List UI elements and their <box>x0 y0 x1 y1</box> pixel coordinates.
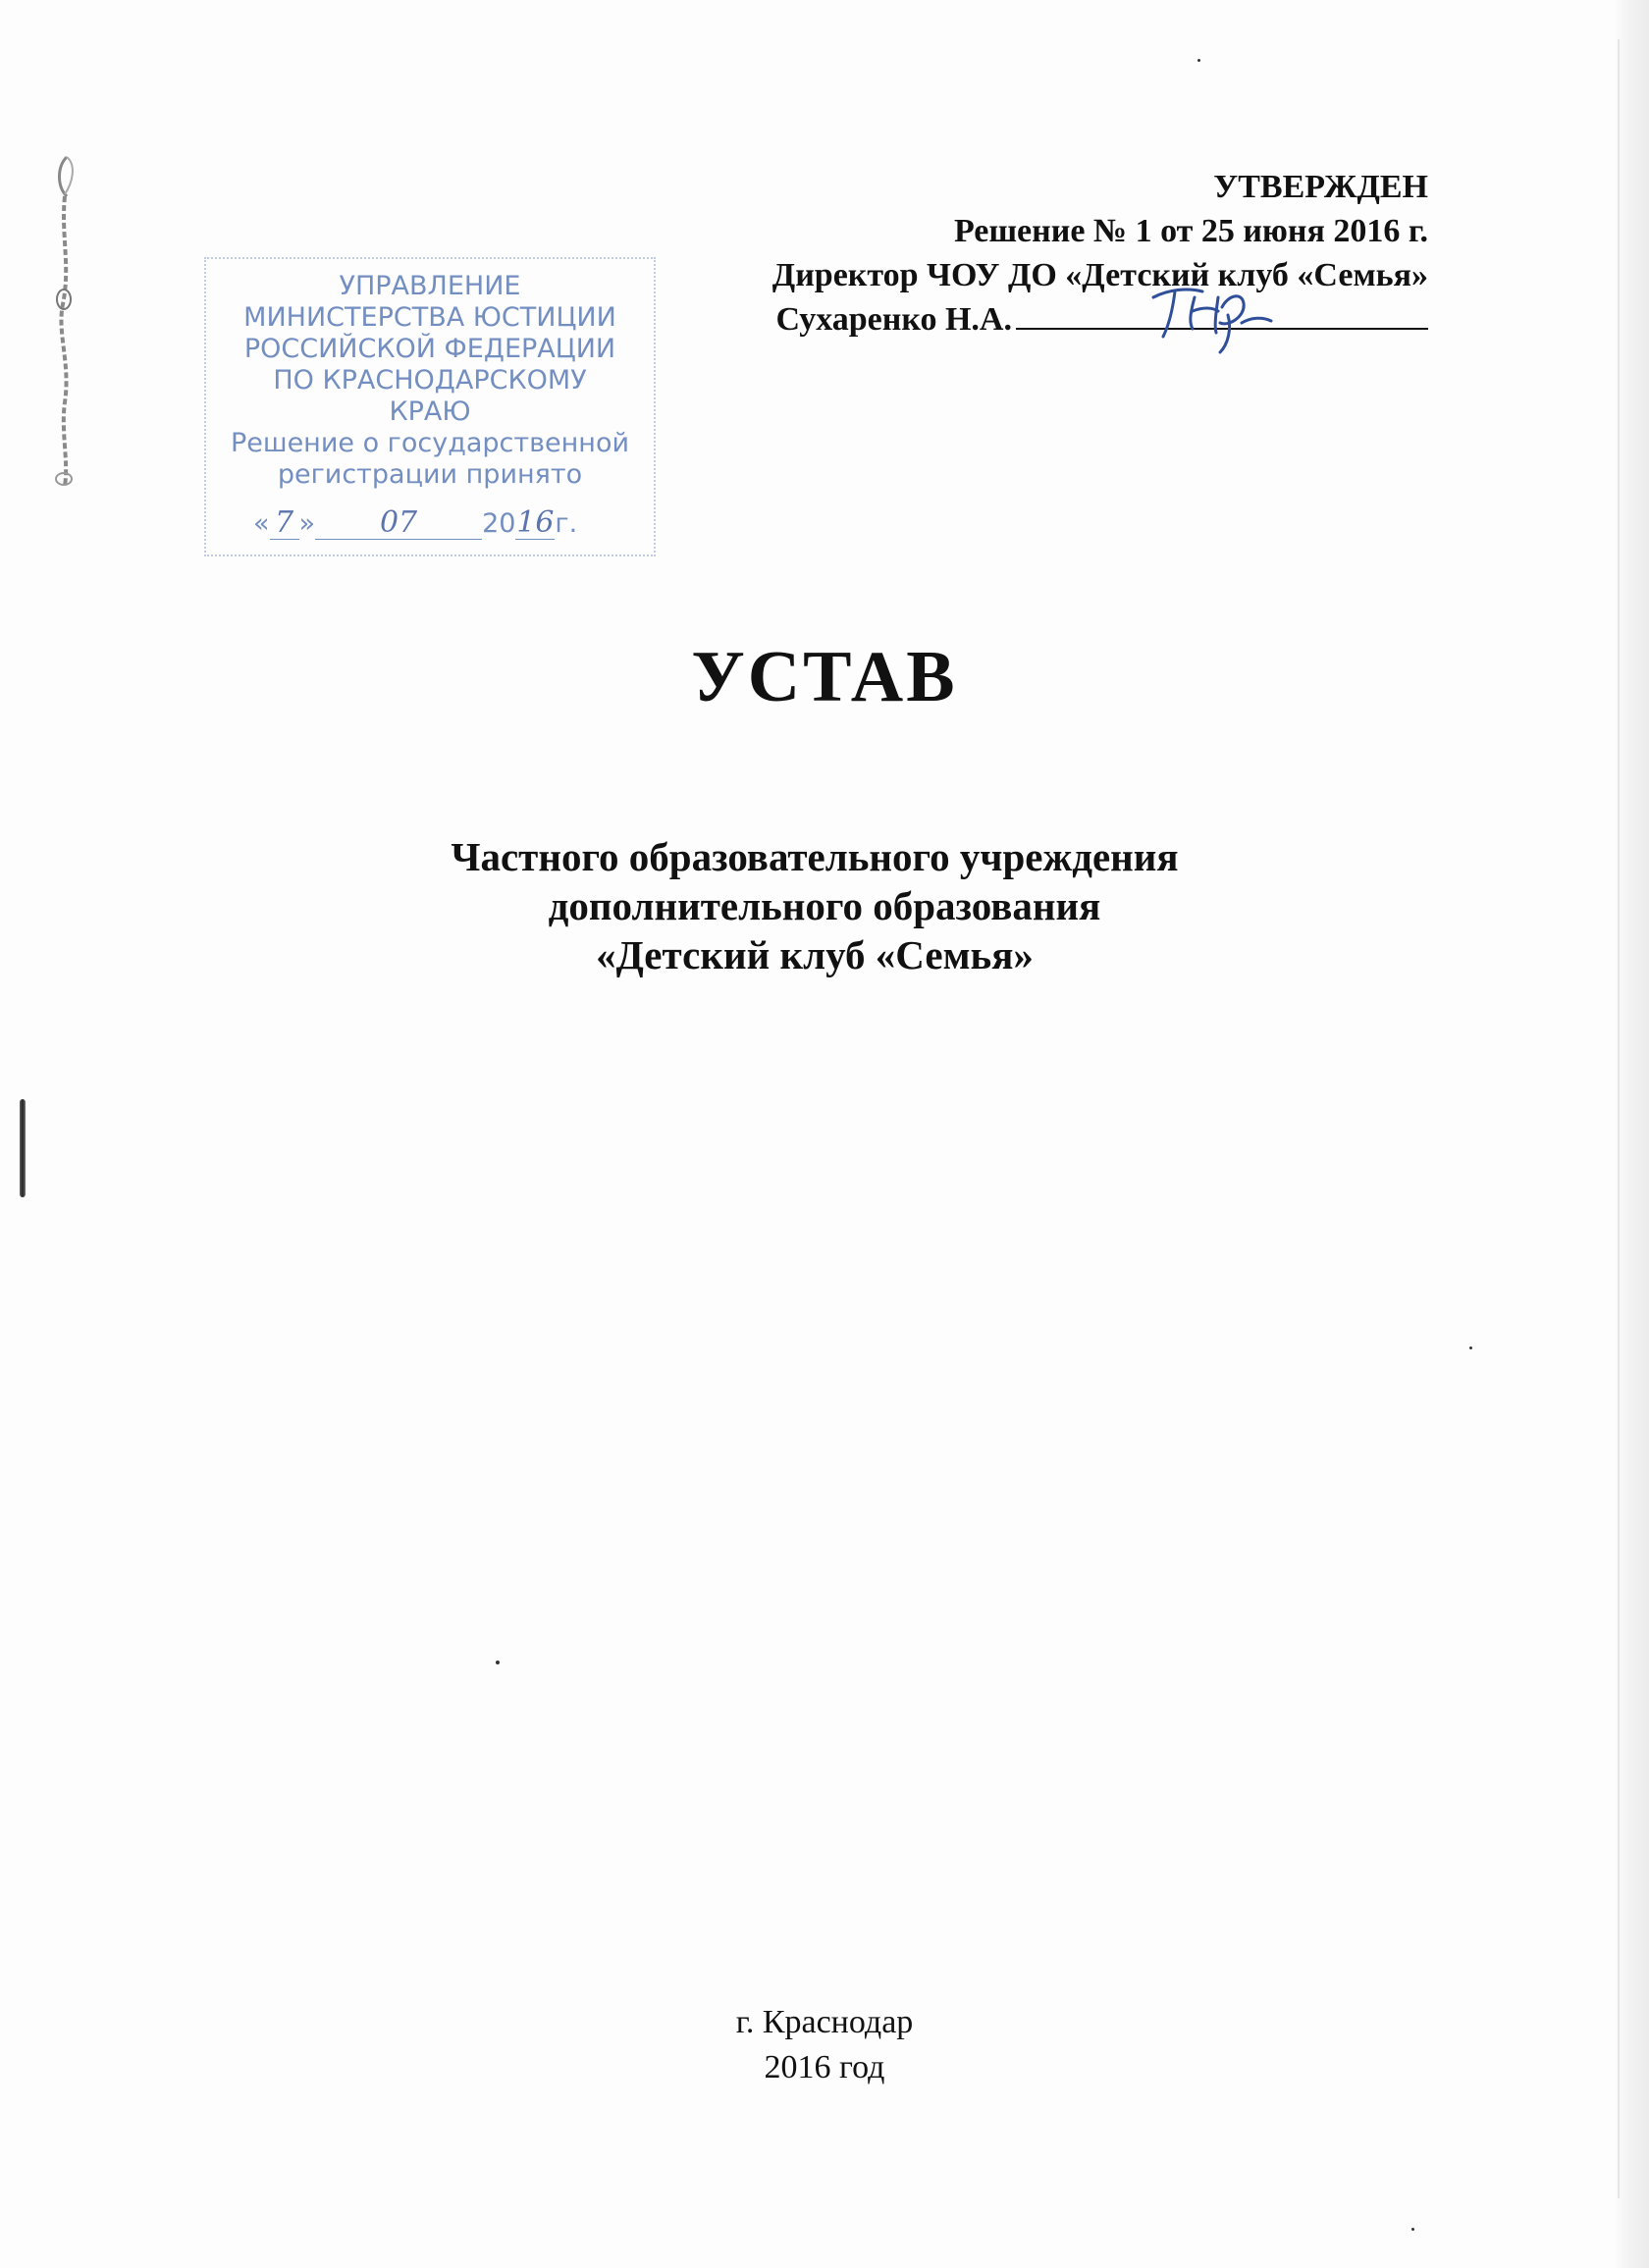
signature-icon <box>1134 268 1281 356</box>
stamp-line: регистрации принято <box>277 459 583 490</box>
scan-speck <box>1197 59 1200 62</box>
document-title: УСТАВ <box>691 637 958 717</box>
subtitle-line: дополнительного образования <box>548 883 1101 928</box>
document-footer <box>0 2000 1649 2090</box>
registration-stamp <box>204 257 656 556</box>
approval-block <box>772 165 1428 342</box>
scan-edge-line <box>1618 39 1620 2198</box>
footer-year: 2016 год <box>764 2049 885 2085</box>
stamp-line: Решение о государственной <box>230 428 630 458</box>
stamp-text <box>204 271 656 491</box>
stamp-line: МИНИСТЕРСТВА ЮСТИЦИИ <box>243 302 616 333</box>
stamp-century: 20 <box>482 508 516 539</box>
approval-director: Директор ЧОУ ДО «Детский клуб «Семья» <box>771 257 1428 293</box>
staple-mark <box>20 1099 26 1197</box>
stamp-year: 16 <box>516 505 555 540</box>
stamp-line: РОССИЙСКОЙ ФЕДЕРАЦИИ <box>243 334 616 364</box>
approval-name: Сухаренко Н.А. <box>775 301 1012 338</box>
stamp-date <box>253 507 646 540</box>
stamp-month: 07 <box>315 507 482 540</box>
subtitle-line: Частного образовательного учреждения <box>451 834 1179 879</box>
scan-speck <box>496 1661 500 1664</box>
document-subtitle <box>0 832 1649 979</box>
approval-decision: Решение № 1 от 25 июня 2016 г. <box>953 213 1428 249</box>
stamp-day: 7 <box>270 507 299 540</box>
footer-city: г. Краснодар <box>735 2004 914 2040</box>
stamp-line: ПО КРАСНОДАРСКОМУ <box>273 365 587 396</box>
binding-thread-icon <box>49 147 88 501</box>
approval-heading: УТВЕРЖДЕН <box>1213 169 1428 205</box>
scan-speck <box>1411 2228 1414 2231</box>
scan-speck <box>1469 1346 1472 1349</box>
signature-row <box>776 297 1429 342</box>
stamp-close-quote: » <box>298 508 316 539</box>
stamp-line: КРАЮ <box>389 396 471 427</box>
stamp-year-suffix: г. <box>555 508 578 539</box>
stamp-line: УПРАВЛЕНИЕ <box>339 271 521 301</box>
subtitle-line: «Детский клуб «Семья» <box>596 932 1034 977</box>
stamp-open-quote: « <box>253 508 270 539</box>
